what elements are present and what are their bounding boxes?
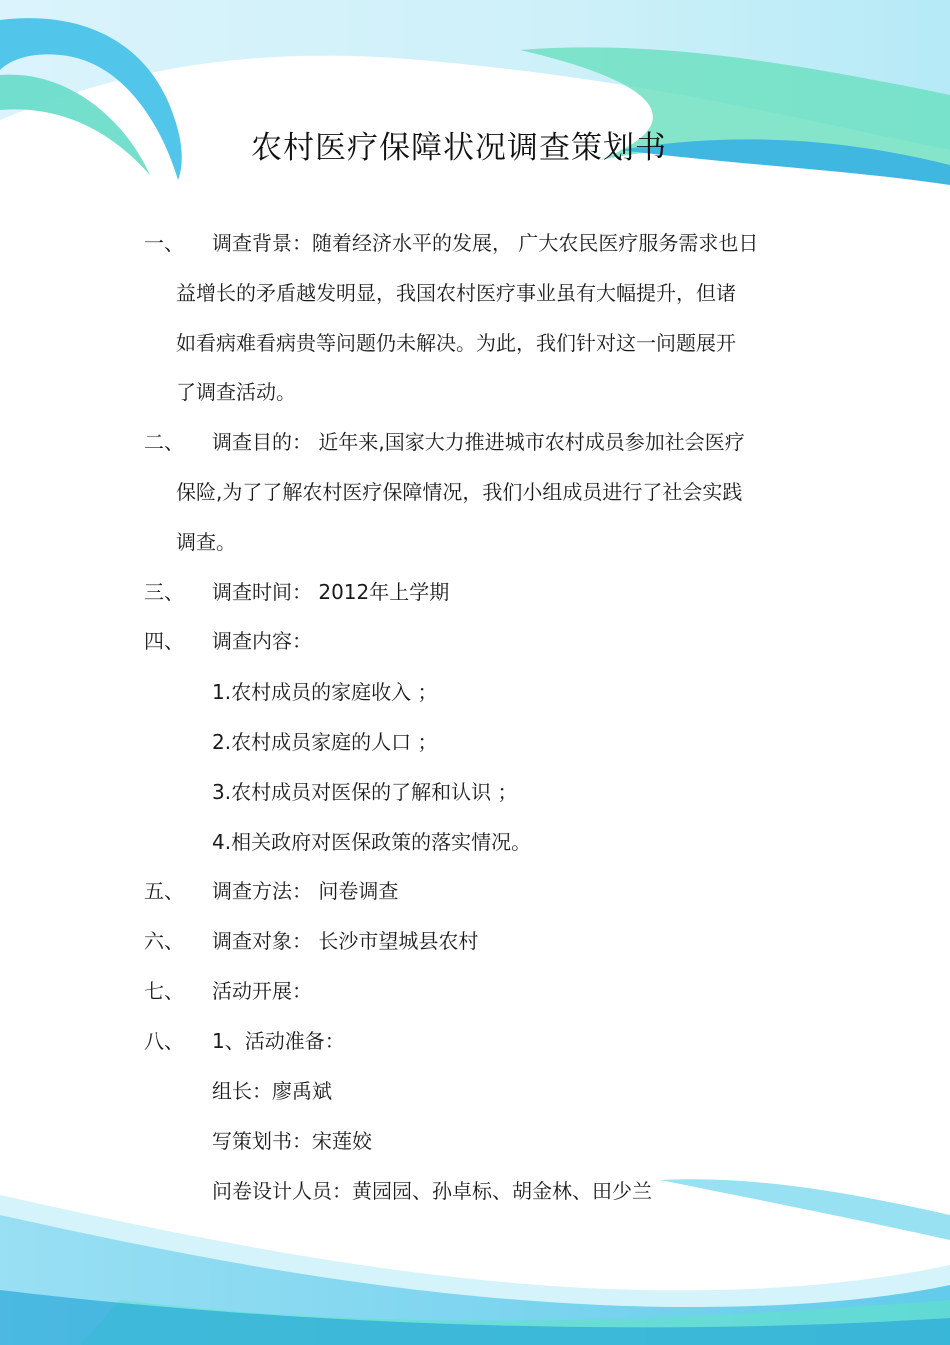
section-8-number: 八、: [144, 1029, 184, 1053]
section-8-line-1: 1、活动准备：: [212, 1029, 345, 1053]
content-item-1: 1.农村成员的家庭收入 ；: [212, 680, 438, 704]
section-4-number: 四、: [144, 629, 184, 653]
questionnaire-designers: 问卷设计人员：黄园园、孙卓标、胡金林、田少兰: [212, 1179, 652, 1203]
section-1-number: 一、: [144, 231, 184, 255]
plan-writer: 写策划书：宋莲姣: [212, 1129, 372, 1153]
section-6-line-1: 调查对象： 长沙市望城县农村: [212, 929, 479, 953]
section-2-line-2: 保险,为了了解农村医疗保障情况，我们小组成员进行了社会实践: [176, 480, 743, 504]
section-7-number: 七、: [144, 979, 184, 1003]
section-5-line-1: 调查方法： 问卷调查: [212, 879, 399, 903]
section-2-number: 二、: [144, 430, 184, 454]
section-1-line-3: 如看病难看病贵等问题仍未解决。为此，我们针对这一问题展开: [176, 331, 736, 355]
section-2-line-3: 调查。: [176, 530, 236, 554]
document-title: 农村医疗保障状况调查策划书: [251, 130, 667, 166]
section-6-number: 六、: [144, 929, 184, 953]
content-item-3: 3.农村成员对医保的了解和认识 ；: [212, 780, 518, 804]
content-item-4: 4.相关政府对医保政策的落实情况。: [212, 830, 532, 854]
section-1-line-4: 了调查活动。: [176, 380, 296, 404]
content-item-2: 2.农村成员家庭的人口 ；: [212, 730, 438, 754]
section-2-line-1: 调查目的： 近年来,国家大力推进城市农村成员参加社会医疗: [212, 430, 745, 454]
section-7-line-1: 活动开展：: [212, 979, 312, 1003]
section-3-line-1: 调查时间： 2012年上学期: [212, 580, 450, 604]
section-1-line-2: 益增长的矛盾越发明显，我国农村医疗事业虽有大幅提升，但诸: [176, 281, 736, 305]
section-1-line-1: 调查背景：随着经济水平的发展， 广大农民医疗服务需求也日: [212, 231, 759, 255]
team-leader: 组长：廖禹斌: [212, 1079, 332, 1103]
section-4-line-1: 调查内容：: [212, 629, 312, 653]
section-5-number: 五、: [144, 879, 184, 903]
section-3-number: 三、: [144, 580, 184, 604]
